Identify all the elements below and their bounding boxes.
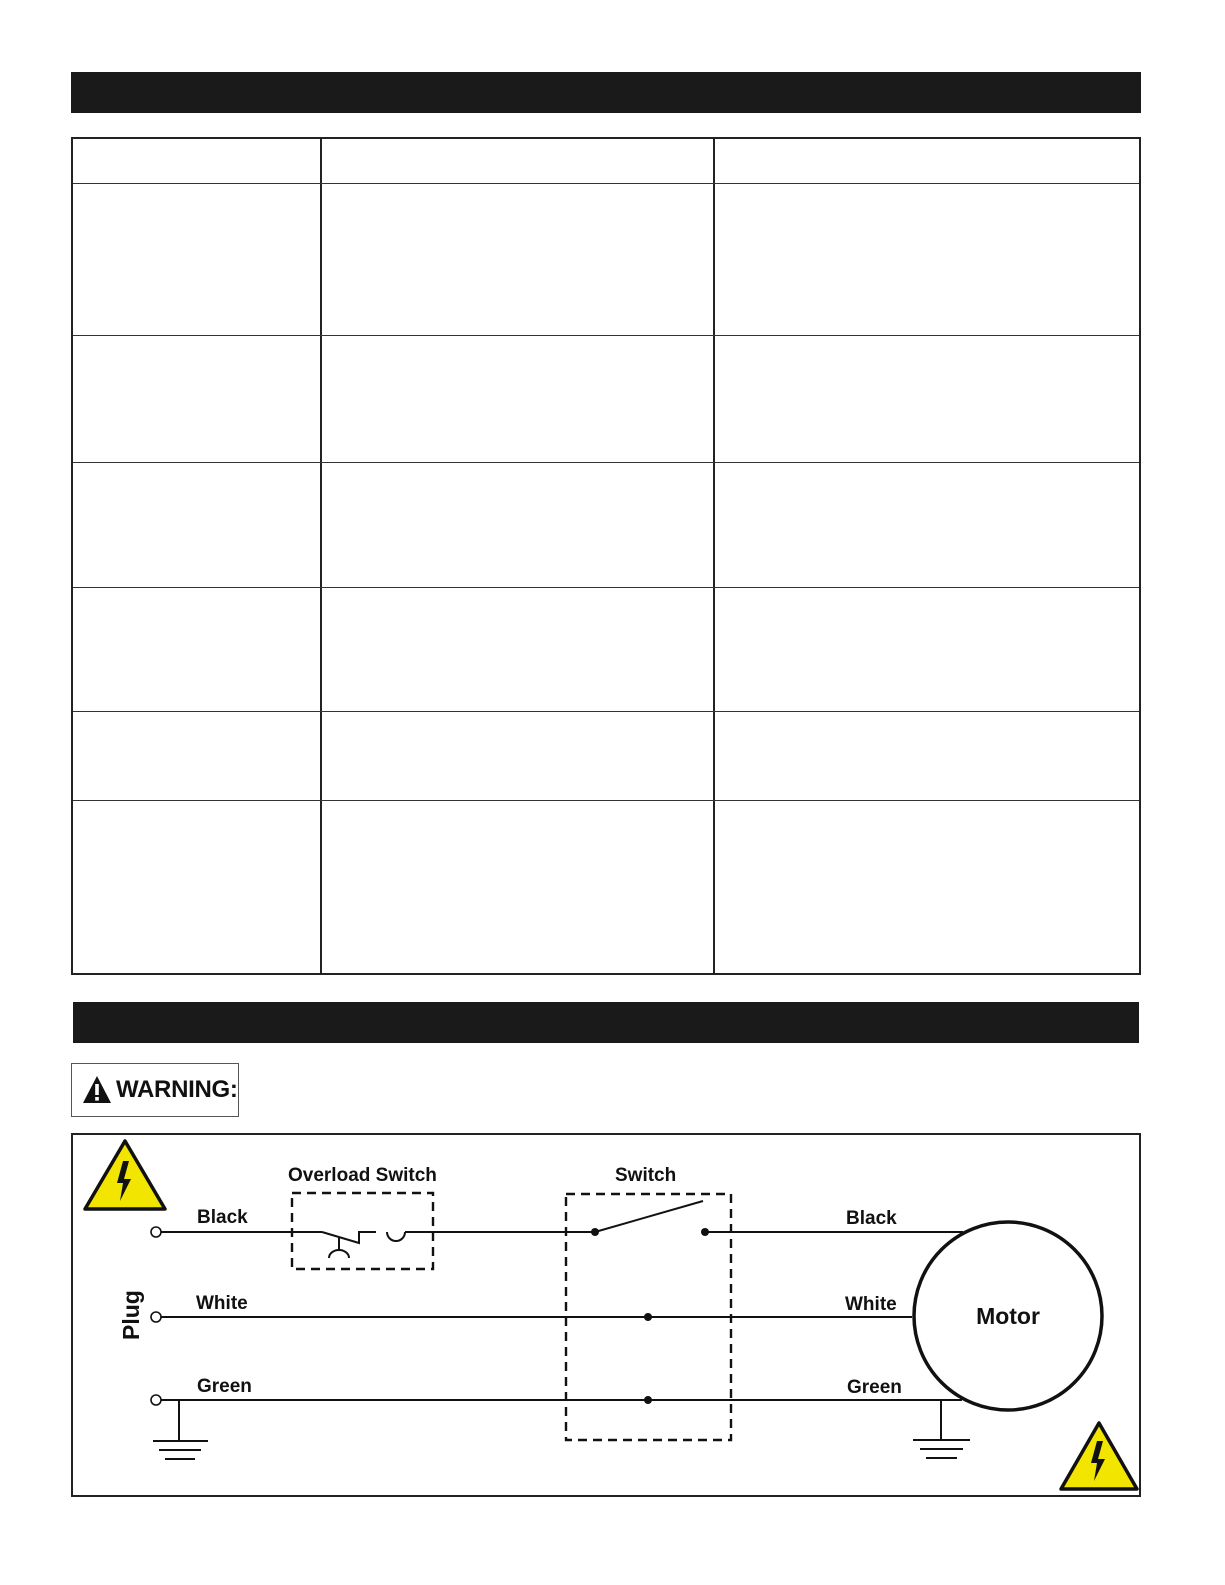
table-column-divider xyxy=(713,139,715,973)
table-row-divider xyxy=(73,587,1139,588)
switch-junction xyxy=(644,1313,652,1321)
motor-label: Motor xyxy=(976,1303,1040,1329)
section-header-bar-wiring xyxy=(73,1002,1139,1043)
electrical-hazard-icon xyxy=(85,1141,165,1209)
overload-switch-label: Overload Switch xyxy=(288,1165,437,1186)
table-header-divider xyxy=(73,183,1139,184)
ground-icon xyxy=(153,1400,208,1459)
plug-label: Plug xyxy=(118,1290,144,1340)
wire-label-white-right: White xyxy=(845,1294,897,1315)
section-header-bar-troubleshooting xyxy=(71,72,1141,113)
table-column-divider xyxy=(320,139,322,973)
switch-contact xyxy=(701,1228,709,1236)
warning-label xyxy=(71,1063,239,1117)
switch-junction xyxy=(644,1396,652,1404)
wire-label-black-left: Black xyxy=(197,1207,248,1228)
wire-label-green-right: Green xyxy=(847,1377,902,1398)
troubleshooting-table xyxy=(71,137,1141,975)
warning-triangle-icon xyxy=(82,1075,112,1105)
wire-label-green-left: Green xyxy=(197,1376,252,1397)
warning-text: WARNING: xyxy=(116,1076,238,1103)
table-row-divider xyxy=(73,335,1139,336)
black-wire xyxy=(161,1201,963,1243)
table-row-divider xyxy=(73,711,1139,712)
ground-icon xyxy=(913,1400,970,1458)
table-row-divider xyxy=(73,800,1139,801)
table-row-divider xyxy=(73,462,1139,463)
wire-label-black-right: Black xyxy=(846,1208,897,1229)
switch-label: Switch xyxy=(615,1165,677,1186)
plug-terminals xyxy=(151,1227,161,1405)
wire-label-white-left: White xyxy=(196,1293,248,1314)
overload-thermal-element xyxy=(329,1238,349,1258)
electrical-hazard-icon xyxy=(1061,1423,1137,1489)
wiring-diagram xyxy=(71,1133,1141,1497)
switch-contact xyxy=(591,1228,599,1236)
